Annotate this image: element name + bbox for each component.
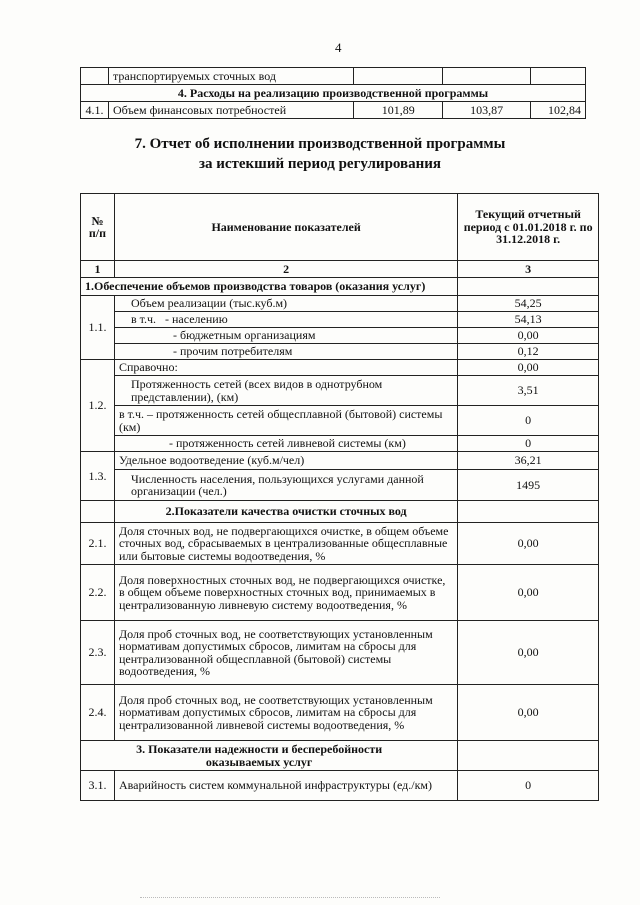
row-num: 1.2. — [81, 360, 115, 452]
page-number: 4 — [335, 40, 342, 55]
section3-header: 3. Показатели надежности и бесперебойности оказываемых услуг — [81, 741, 458, 771]
table-row — [81, 470, 599, 501]
table-row — [81, 296, 599, 312]
report-title-line1: 7. Отчет об исполнении производственной программы — [134, 136, 506, 152]
empty-cell — [458, 278, 599, 296]
row-text: Доля поверхностных сточных вод, не подвергающихся очистке, в общем объеме поверхностных сточных вод, принимаемых в централизованную ливневую систему водоотведения, % — [114, 565, 457, 621]
row-num: 2.1. — [81, 523, 115, 565]
row-text: Численность населения, пользующихся услугами данной организации (чел.) — [114, 470, 457, 501]
col-number-1: 1 — [81, 261, 115, 278]
report-title-line2: за истекший период регулирования — [198, 156, 442, 172]
row-value: 0,00 — [458, 685, 599, 741]
header-num: № п/п — [81, 194, 115, 261]
row-text: Аварийность систем коммунальной инфраструктуры (ед./км) — [114, 771, 457, 801]
empty-cell — [81, 501, 115, 523]
row-value: 0 — [458, 406, 599, 436]
row-text: - протяженность сетей ливневой системы (км) — [114, 436, 457, 452]
row-value-1 — [354, 68, 443, 85]
table-row — [81, 452, 599, 470]
row-text: Доля сточных вод, не подвергающихся очистке, в общем объеме сточных вод, сбрасываемых в централизованные общесплавные или бытовые системы водоотведения, % — [114, 523, 457, 565]
continuation-table — [80, 67, 586, 119]
row-text: Объем финансовых потребностей — [108, 102, 353, 119]
table-row — [81, 344, 599, 360]
section-header-row — [81, 85, 586, 102]
row-num: 3.1. — [81, 771, 115, 801]
table-row — [81, 621, 599, 685]
table-row — [81, 771, 599, 801]
header-value: Текущий отчетный период с 01.01.2018 г. по 31.12.2018 г. — [458, 194, 599, 261]
row-text: Доля проб сточных вод, не соответствующих установленным нормативам допустимых сбросов, лимитам на сбросы для централизованной ливневой системы водоотведения, % — [114, 685, 457, 741]
table-row — [81, 685, 599, 741]
row-value: 54,13 — [458, 312, 599, 328]
table-row — [81, 328, 599, 344]
row-text: в т.ч. - населению — [114, 312, 457, 328]
row-num: 2.4. — [81, 685, 115, 741]
table-row — [81, 406, 599, 436]
col-number-3: 3 — [458, 261, 599, 278]
section2-header: 2.Показатели качества очистки сточных вод — [114, 501, 457, 523]
section4-header: 4. Расходы на реализацию производственной программы — [81, 85, 586, 102]
row-text: Доля проб сточных вод, не соответствующих установленным нормативам допустимых сбросов, лимитам на сбросы для централизованной общесплавной (бытовой) системы водоотведения, % — [114, 621, 457, 685]
row-value: 0,00 — [458, 360, 599, 376]
section1-header: 1.Обеспечение объемов производства товаров (оказания услуг) — [81, 278, 458, 296]
section-header-row — [81, 278, 599, 296]
row-num — [81, 68, 109, 85]
row-text: - бюджетным организациям — [114, 328, 457, 344]
row-num: 2.3. — [81, 621, 115, 685]
row-value: 0,00 — [458, 523, 599, 565]
row-text: - прочим потребителям — [114, 344, 457, 360]
row-value: 0 — [458, 771, 599, 801]
row-value-1: 101,89 — [354, 102, 443, 119]
row-num: 4.1. — [81, 102, 109, 119]
row-value: 0,00 — [458, 621, 599, 685]
row-value-2 — [443, 68, 531, 85]
table-row — [81, 436, 599, 452]
row-value: 54,25 — [458, 296, 599, 312]
row-text: в т.ч. – протяженность сетей общесплавной (бытовой) системы (км) — [114, 406, 457, 436]
row-value: 0,00 — [458, 328, 599, 344]
table-row — [81, 523, 599, 565]
empty-cell — [458, 741, 599, 771]
footer-line — [140, 897, 440, 904]
row-value: 3,51 — [458, 376, 599, 406]
row-num: 2.2. — [81, 565, 115, 621]
table-row — [81, 68, 586, 85]
report-title — [0, 134, 640, 174]
row-text: Протяженность сетей (всех видов в однотрубном представлении), (км) — [114, 376, 457, 406]
row-value: 1495 — [458, 470, 599, 501]
row-value: 0,12 — [458, 344, 599, 360]
col-number-2: 2 — [114, 261, 457, 278]
table-row — [81, 565, 599, 621]
row-value-3: 102,84 — [531, 102, 586, 119]
row-text: Удельное водоотведение (куб.м/чел) — [114, 452, 457, 470]
report-table — [80, 193, 599, 801]
row-value-2: 103,87 — [443, 102, 531, 119]
row-num: 1.1. — [81, 296, 115, 360]
row-num: 1.3. — [81, 452, 115, 501]
row-value: 0 — [458, 436, 599, 452]
row-text: транспортируемых сточных вод — [108, 68, 353, 85]
empty-cell — [458, 501, 599, 523]
column-number-row — [81, 261, 599, 278]
row-value-3 — [531, 68, 586, 85]
table-row — [81, 102, 586, 119]
table-row — [81, 360, 599, 376]
table-row — [81, 376, 599, 406]
row-value: 0,00 — [458, 565, 599, 621]
row-value: 36,21 — [458, 452, 599, 470]
section-header-row — [81, 501, 599, 523]
header-name: Наименование показателей — [114, 194, 457, 261]
table-row — [81, 312, 599, 328]
section-header-row — [81, 741, 599, 771]
row-text: Справочно: — [114, 360, 457, 376]
header-row — [81, 194, 599, 261]
row-text: Объем реализации (тыс.куб.м) — [114, 296, 457, 312]
